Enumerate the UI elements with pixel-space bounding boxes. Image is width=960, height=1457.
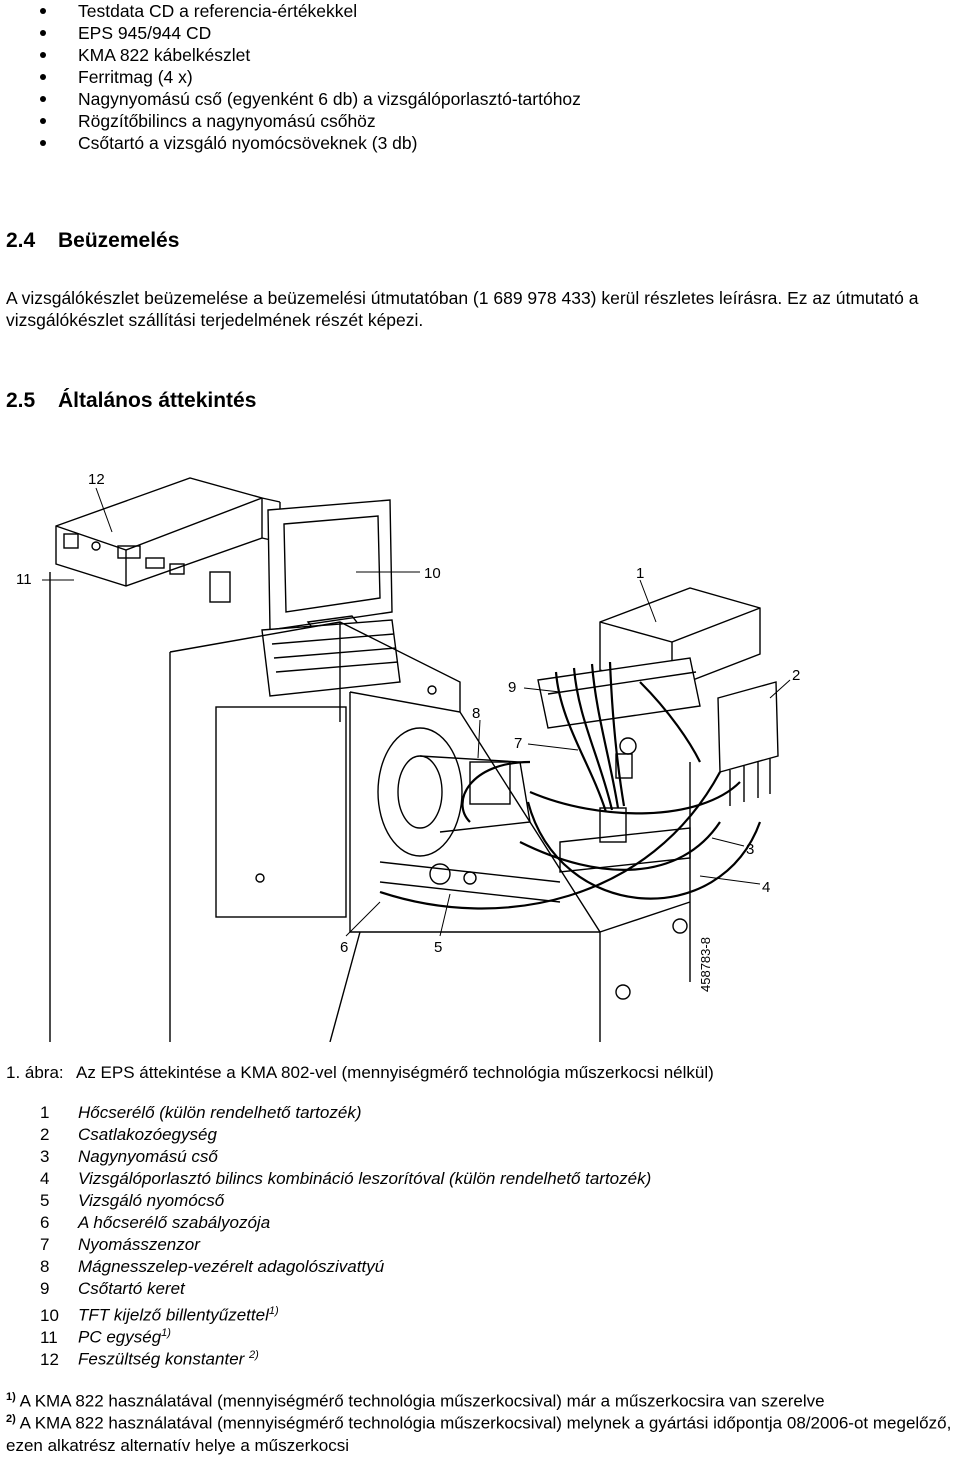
part-number: 12 <box>40 1349 59 1369</box>
footnote-ref: 1) <box>161 1327 171 1339</box>
list-item: Rögzítőbilincs a nagynyomású csőhöz <box>36 110 581 132</box>
part-number: 10 <box>40 1305 59 1325</box>
keyboard-drawing <box>262 620 400 696</box>
figure-caption <box>6 1063 714 1083</box>
callout-2: 2 <box>792 667 801 684</box>
list-item <box>40 1344 651 1369</box>
drawing-id: 458783-8 <box>698 937 713 992</box>
section-paragraph: A vizsgálókészlet beüzemelése a beüzemelési útmutatóban (1 689 978 433) kerül részletes leírásra. Ez az útmutató a vizsgálókészlet szállítási terjedelmének részét képezi. <box>6 288 919 330</box>
callout-3: 3 <box>746 841 755 858</box>
callout-12: 12 <box>88 471 105 488</box>
part-number: 11 <box>40 1327 58 1347</box>
part-number: 2 <box>40 1125 50 1144</box>
list-item <box>40 1300 651 1325</box>
list-item: KMA 822 kábelkészlet <box>36 44 581 66</box>
callout-11: 11 <box>16 571 32 588</box>
part-label: PC egység <box>78 1327 162 1347</box>
part-label: Vizsgáló nyomócső <box>78 1191 225 1210</box>
section-heading-2-4 <box>6 229 179 253</box>
scope-of-delivery-list <box>36 0 581 154</box>
part-number: 4 <box>40 1169 50 1188</box>
list-item: Nagynyomású cső (egyenként 6 db) a vizsgálóporlasztó-tartóhoz <box>36 88 581 110</box>
callout-8: 8 <box>472 705 481 722</box>
callout-10: 10 <box>424 565 441 582</box>
list-item <box>40 1278 651 1300</box>
list-item <box>40 1190 651 1212</box>
list-item: Testdata CD a referencia-értékekkel <box>36 0 581 22</box>
part-number: 7 <box>40 1235 50 1254</box>
list-item <box>40 1322 651 1347</box>
footnote-2 <box>6 1408 956 1457</box>
part-number: 5 <box>40 1191 50 1210</box>
section-number: 2.4 <box>6 229 36 252</box>
callout-7: 7 <box>514 735 523 752</box>
footnote-mark: 1) <box>6 1391 16 1403</box>
list-item: Ferritmag (4 x) <box>36 66 581 88</box>
monitor-drawing <box>268 500 392 640</box>
callout-4: 4 <box>762 879 771 896</box>
footnote-mark: 2) <box>6 1413 16 1425</box>
list-item: Csőtartó a vizsgáló nyomócsöveknek (3 db) <box>36 132 581 154</box>
part-number: 8 <box>40 1257 50 1276</box>
heat-exchanger-rack-drawing <box>538 588 778 872</box>
eps-overview-figure <box>0 462 960 1042</box>
footnote-ref: 1) <box>268 1305 279 1317</box>
list-item <box>40 1256 651 1278</box>
list-item <box>40 1212 651 1234</box>
list-item: EPS 945/944 CD <box>36 22 581 44</box>
section-title: Általános áttekintés <box>58 389 257 412</box>
part-label: Mágnesszelep-vezérelt adagolószivattyú <box>78 1257 385 1276</box>
list-item <box>40 1102 651 1124</box>
parts-legend <box>40 1102 652 1369</box>
part-number: 3 <box>40 1147 50 1166</box>
part-label: A hőcserélő szabályozója <box>78 1213 271 1232</box>
part-label: Vizsgálóporlasztó bilincs kombináció leszorítóval (külön rendelhető tartozék) <box>78 1169 652 1188</box>
part-label: Csatlakozóegység <box>78 1125 217 1144</box>
caption-text: Az EPS áttekintése a KMA 802-vel (mennyiségmérő technológia műszerkocsi nélkül) <box>76 1063 714 1082</box>
footnote-text: A KMA 822 használatával (mennyiségmérő technológia műszerkocsival) melynek a gyártási időpontja 08/2006-ot megelőző, ezen alkatrész alternatív helye a műszerkocsi <box>6 1413 952 1455</box>
part-label: Hőcserélő (külön rendelhető tartozék) <box>78 1103 362 1122</box>
callout-6: 6 <box>340 939 349 956</box>
section-title: Beüzemelés <box>58 229 180 252</box>
callout-1: 1 <box>636 565 645 582</box>
section-number: 2.5 <box>6 389 36 412</box>
footnote-text: A KMA 822 használatával (mennyiségmérő technológia műszerkocsival) már a műszerkocsira van szerelve <box>19 1391 825 1411</box>
list-item <box>40 1234 651 1256</box>
part-number: 9 <box>40 1279 50 1298</box>
list-item <box>40 1124 651 1146</box>
caption-lead: 1. ábra: <box>6 1063 64 1082</box>
part-label: Csőtartó keret <box>78 1279 185 1298</box>
part-label: Feszültség konstanter <box>78 1349 245 1369</box>
callout-9: 9 <box>508 679 517 696</box>
list-item <box>40 1168 651 1190</box>
section-heading-2-5 <box>6 389 256 413</box>
footnote-ref: 2) <box>249 1349 259 1361</box>
part-number: 6 <box>40 1213 50 1232</box>
list-item <box>40 1146 651 1168</box>
callout-5: 5 <box>434 939 443 956</box>
part-label: Nagynyomású cső <box>78 1147 218 1166</box>
voltage-stabiliser-drawing <box>56 478 280 602</box>
part-label: Nyomásszenzor <box>78 1235 200 1254</box>
part-number: 1 <box>40 1103 50 1122</box>
part-label: TFT kijelző billentyűzettel <box>78 1305 269 1325</box>
